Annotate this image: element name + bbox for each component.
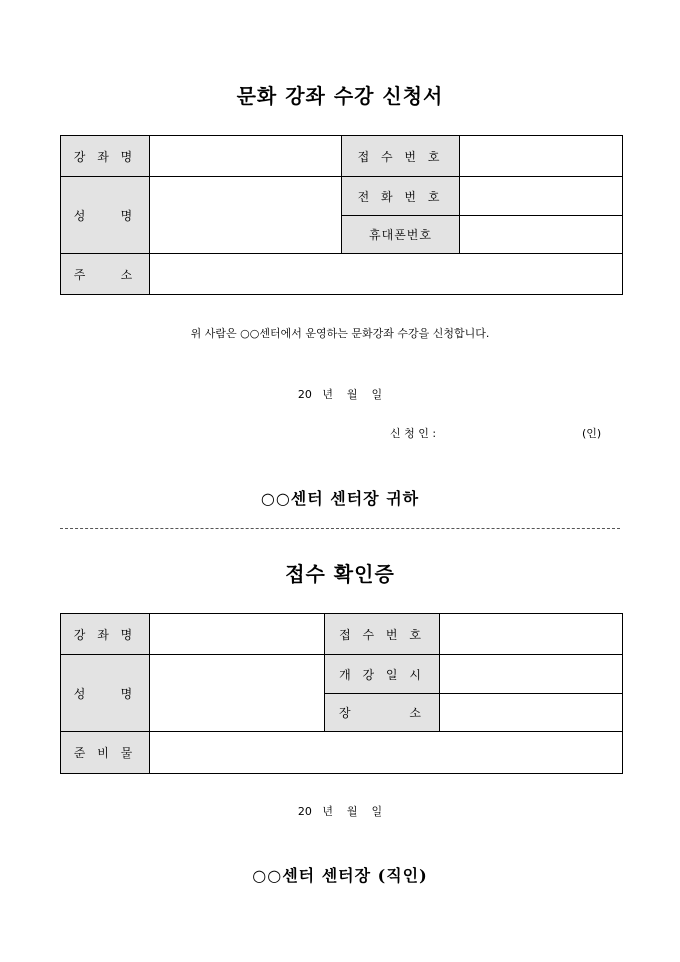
receipt-course-name-field[interactable] (150, 614, 325, 655)
receipt-number-label: 접 수 번 호 (342, 136, 460, 177)
application-title: 문화 강좌 수강 신청서 (236, 84, 444, 108)
applicant-signature-label: 신 청 인 : (390, 427, 437, 440)
receipt-receipt-number-label: 접 수 번 호 (325, 614, 440, 655)
application-date: 20 년 월 일 (297, 388, 383, 401)
opening-datetime-label: 개 강 일 시 (325, 655, 440, 694)
course-name-label: 강 좌 명 (61, 136, 150, 177)
mobile-number-field[interactable] (460, 216, 623, 254)
supplies-field[interactable] (150, 732, 623, 774)
receipt-receipt-number-field[interactable] (440, 614, 623, 655)
seal-mark: (인) (582, 427, 602, 440)
receipt-date: 20 년 월 일 (297, 805, 383, 818)
receipt-name-field[interactable] (150, 655, 325, 732)
application-table (60, 135, 623, 295)
course-name-field[interactable] (150, 136, 342, 177)
phone-number-label: 전 화 번 호 (342, 177, 460, 216)
applicant-name-label: 성 명 (61, 177, 150, 254)
place-field[interactable] (440, 694, 623, 732)
address-label: 주 소 (61, 254, 150, 295)
phone-number-field[interactable] (460, 177, 623, 216)
receipt-course-name-label: 강 좌 명 (61, 614, 150, 655)
mobile-number-label: 휴대폰번호 (342, 216, 460, 254)
place-label: 장 소 (325, 694, 440, 732)
receipt-name-label: 성 명 (61, 655, 150, 732)
receipt-number-field[interactable] (460, 136, 623, 177)
application-addressee: ○○센터 센터장 귀하 (260, 489, 420, 508)
opening-datetime-field[interactable] (440, 655, 623, 694)
cut-line (60, 528, 620, 529)
application-statement: 위 사람은 ○○센터에서 운영하는 문화강좌 수강을 신청합니다. (190, 327, 490, 340)
receipt-table (60, 613, 623, 774)
supplies-label: 준 비 물 (61, 732, 150, 774)
receipt-issuer: ○○센터 센터장 (직인) (252, 866, 428, 885)
receipt-title: 접수 확인증 (285, 562, 395, 586)
applicant-name-field[interactable] (150, 177, 342, 254)
address-field[interactable] (150, 254, 623, 295)
